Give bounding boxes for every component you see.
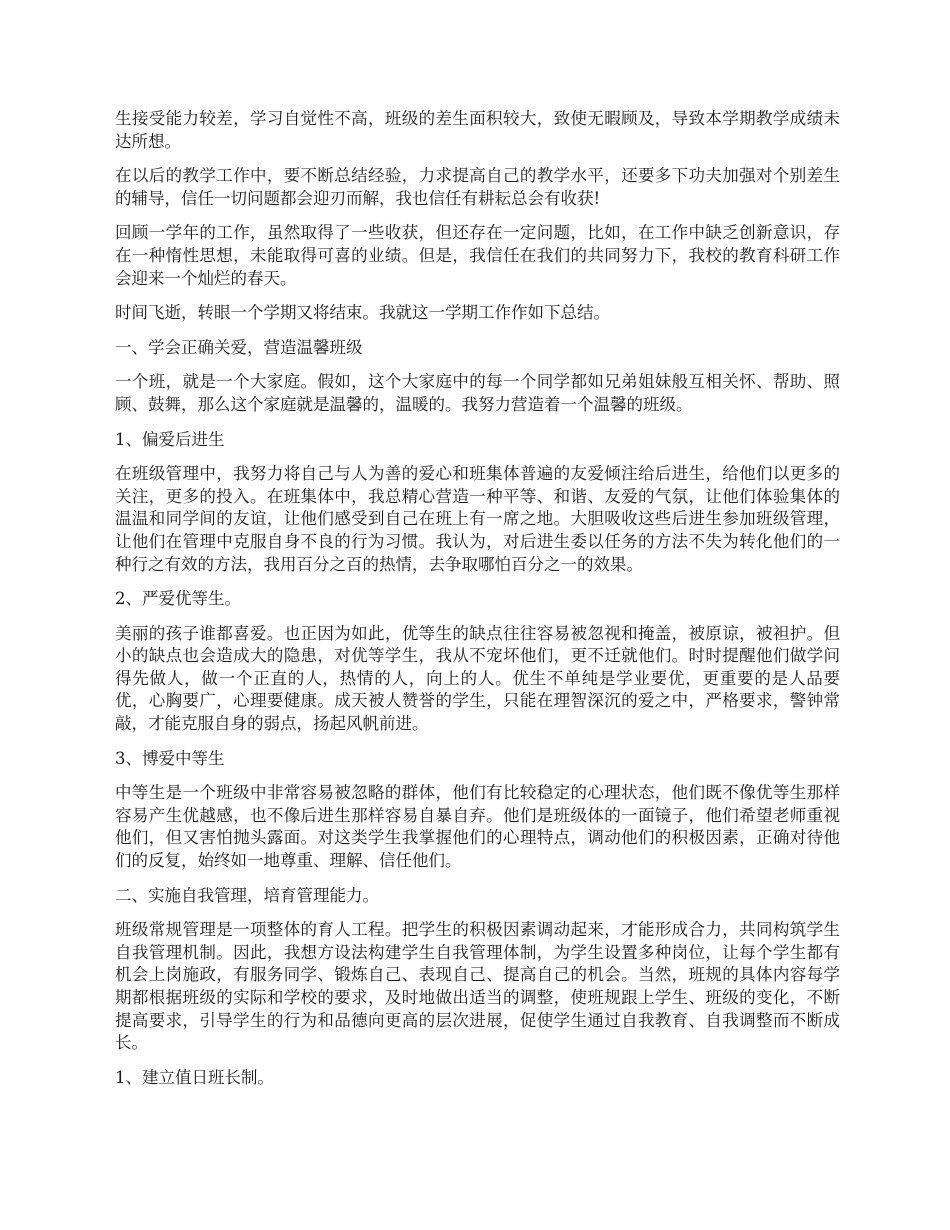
- subheading-1-1: 1、偏爱后进生: [115, 429, 225, 449]
- subheading-1-3: 3、博爱中等生: [115, 748, 225, 768]
- section-heading-2: 二、实施自我管理，培育管理能力。: [115, 885, 379, 905]
- paragraph-future-work: 在以后的教学工作中，要不断总结经验，力求提高自己的教学水平，还要多下功夫加强对个别差生的辅导，信任一切问题都会迎刃而解，我也信任有耕耘总会有收获!: [115, 166, 840, 208]
- paragraph-backward-students: 在班级管理中，我努力将自己与人为善的爱心和班集体普遍的友爱倾注给后进生，给他们以更多的关注，更多的投入。在班集体中，我总精心营造一种平等、和谐、友爱的气氛，让他们体验集体的温温和同学间的友谊，让他们感受到自己在班上有一席之地。大胆吸收这些后进生参加班级管理，让他们在管理中克服自身不良的行为习惯。我认为，对后进生委以任务的方法不失为转化他们的一种行之有效的方法，我用百分之百的热情，去争取哪怕百分之一的效果。: [115, 464, 840, 574]
- paragraph-class-family: 一个班，就是一个大家庭。假如，这个大家庭中的每一个同学都如兄弟姐妹般互相关怀、帮助、照顾、鼓舞，那么这个家庭就是温馨的，温暖的。我努力营造着一个温馨的班级。: [115, 372, 840, 414]
- paragraph-continuation: 生接受能力较差，学习自觉性不高，班级的差生面积较大，致使无暇顾及，导致本学期教学成绩未达所想。: [115, 109, 840, 151]
- subheading-1-2: 2、严爱优等生。: [115, 589, 241, 609]
- document-body: [115, 108, 840, 1101]
- subheading-2-1: 1、建立值日班长制。: [115, 1067, 274, 1087]
- paragraph-middle-students: 中等生是一个班级中非常容易被忽略的群体，他们有比较稳定的心理状态，他们既不像优等生那样容易产生优越感，也不像后进生那样容易自暴自弃。他们是班级体的一面镜子，他们希望老师重视他们，但又害怕抛头露面。对这类学生我掌握他们的心理特点，调动他们的积极因素，正确对待他们的反复，始终如一地尊重、理解、信任他们。: [115, 783, 840, 871]
- paragraph-year-review: 回顾一学年的工作，虽然取得了一些收获，但还存在一定问题，比如，在工作中缺乏创新意识，存在一种惰性思想，未能取得可喜的业绩。但是，我信任在我们的共同努力下，我校的教育科研工作会迎来一个灿烂的春天。: [115, 223, 840, 288]
- paragraph-top-students: 美丽的孩子谁都喜爱。也正因为如此，优等生的缺点往往容易被忽视和掩盖，被原谅，被袒护。但小的缺点也会造成大的隐患，对优等学生，我从不宠坏他们，更不迁就他们。时时提醒他们做学问得先做人，做一个正直的人，热情的人，向上的人。优生不单纯是学业要优，更重要的是人品要优，心胸要广，心理要健康。成天被人赞誉的学生，只能在理智深沉的爱之中，严格要求，警钟常敲，才能克服自身的弱点，扬起风帆前进。: [115, 623, 840, 734]
- paragraph-semester-intro: 时间飞逝，转眼一个学期又将结束。我就这一学期工作作如下总结。: [115, 303, 610, 323]
- section-heading-1: 一、学会正确关爱，营造温馨班级: [115, 337, 363, 357]
- paragraph-self-management: 班级常规管理是一项整体的育人工程。把学生的积极因素调动起来，才能形成合力，共同构筑学生自我管理机制。因此，我想方设法构建学生自我管理体制，为学生设置多种岗位，让每个学生都有机会上岗施政，有服务同学、锻炼自己、表现自己、提高自己的机会。当然，班规的具体内容每学期都根据班级的实际和学校的要求，及时地做出适当的调整，使班规跟上学生、班级的变化，不断提高要求，引导学生的行为和品德向更高的层次进展，促使学生通过自我教育、自我调整而不断成长。: [115, 920, 840, 1053]
